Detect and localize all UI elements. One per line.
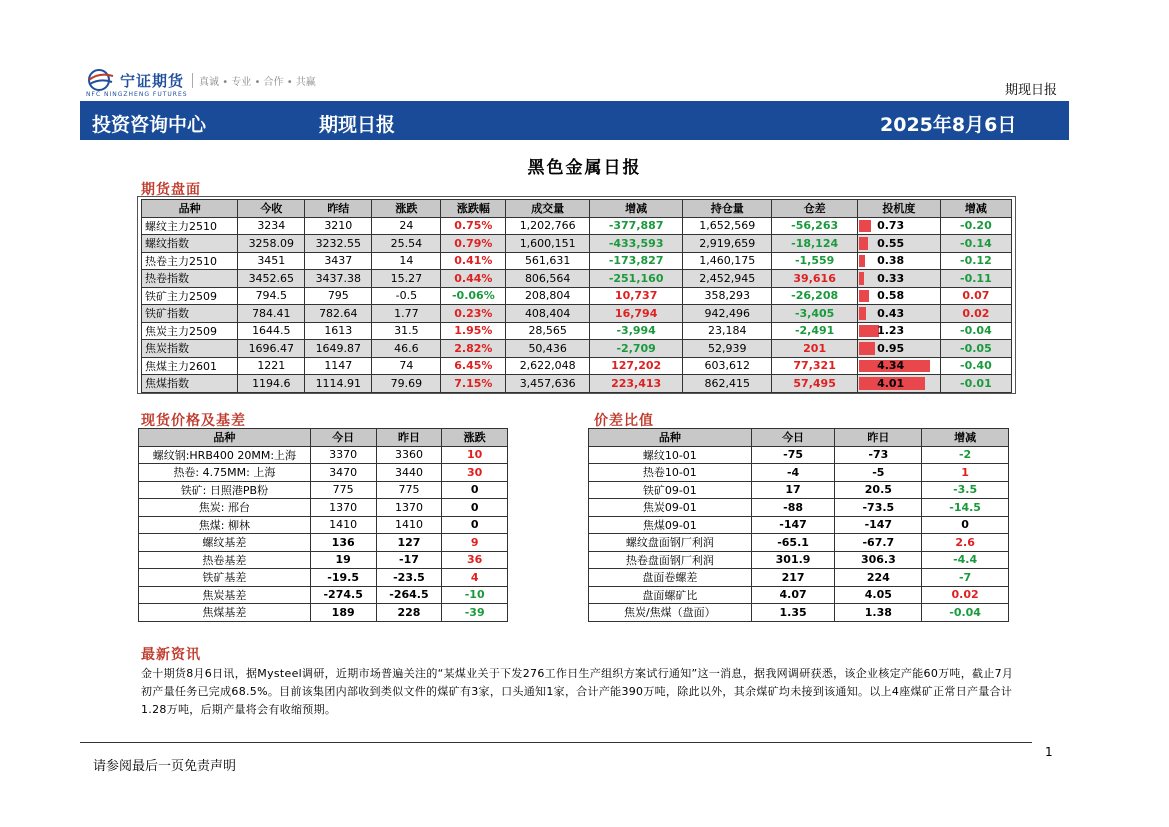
change-value: 9 [442, 534, 508, 552]
price-change: 25.54 [372, 235, 441, 253]
speculation-value: 0.73 [877, 219, 905, 233]
table-row [142, 375, 1012, 393]
oi-change: 57,495 [772, 375, 858, 393]
product-name: 螺纹指数 [142, 235, 238, 253]
table-row [142, 235, 1012, 253]
column-header: 仓差 [772, 200, 858, 218]
prev-settle: 782.64 [305, 305, 372, 323]
column-header: 品种 [142, 200, 238, 218]
change-value: 1 [922, 464, 1009, 482]
prev-settle: 1613 [305, 322, 372, 340]
yesterday-value: 775 [376, 481, 442, 499]
speculation-cell [858, 357, 941, 375]
today-value: 3370 [310, 446, 376, 464]
change-value: 0 [442, 499, 508, 517]
change-percent: 2.82% [441, 340, 506, 358]
prev-settle: 3437 [305, 252, 372, 270]
today-value: -4 [751, 464, 835, 482]
today-value: 17 [751, 481, 835, 499]
today-value: 775 [310, 481, 376, 499]
speculation-cell [858, 287, 941, 305]
column-header: 涨跌 [372, 200, 441, 218]
volume-change: -3,994 [590, 322, 683, 340]
spread-name: 焦炭/焦煤（盘面） [589, 604, 752, 622]
product-name: 铁矿主力2509 [142, 287, 238, 305]
table-row [142, 287, 1012, 305]
table-row [139, 446, 508, 464]
yesterday-value: -264.5 [376, 586, 442, 604]
change-value: 0 [922, 516, 1009, 534]
speculation-bar [859, 237, 868, 250]
speculation-cell [858, 270, 941, 288]
brand-sub: NFC NINGZHENG FUTURES [86, 91, 188, 98]
brand-name: 宁证期货 [120, 71, 185, 90]
table-row [589, 516, 1009, 534]
speculation-cell [858, 322, 941, 340]
volume: 3,457,636 [506, 375, 590, 393]
spread-table [588, 428, 1009, 622]
table-row [142, 217, 1012, 235]
change-percent: 0.23% [441, 305, 506, 323]
table-row [589, 586, 1009, 604]
column-header: 增减 [922, 429, 1009, 447]
yesterday-value: -5 [835, 464, 922, 482]
volume: 561,631 [506, 252, 590, 270]
volume-change: 16,794 [590, 305, 683, 323]
product-name: 热卷: 4.75MM: 上海 [139, 464, 311, 482]
oi-change: -56,263 [772, 217, 858, 235]
spread-name: 盘面螺矿比 [589, 586, 752, 604]
product-name: 焦炭基差 [139, 586, 311, 604]
column-header: 增减 [590, 200, 683, 218]
yesterday-value: 1410 [376, 516, 442, 534]
column-header: 今日 [310, 429, 376, 447]
column-header: 今收 [238, 200, 305, 218]
table-row [142, 270, 1012, 288]
table-row [589, 551, 1009, 569]
spread-name: 焦煤09-01 [589, 516, 752, 534]
volume-change: -173,827 [590, 252, 683, 270]
open-interest: 1,460,175 [683, 252, 772, 270]
open-interest: 23,184 [683, 322, 772, 340]
open-interest: 358,293 [683, 287, 772, 305]
spread-section-title: 价差比值 [594, 413, 654, 429]
today-value: -19.5 [310, 569, 376, 587]
prev-settle: 1114.91 [305, 375, 372, 393]
speculation-value: 0.58 [877, 289, 905, 303]
price-change: 31.5 [372, 322, 441, 340]
speculation-change: -0.20 [940, 217, 1011, 235]
today-value: 3470 [310, 464, 376, 482]
table-row [589, 534, 1009, 552]
column-header: 涨跌 [442, 429, 508, 447]
spread-name: 热卷盘面钢厂利润 [589, 551, 752, 569]
spread-name: 螺纹盘面钢厂利润 [589, 534, 752, 552]
column-header: 今日 [751, 429, 835, 447]
yesterday-value: 228 [376, 604, 442, 622]
speculation-change: 0.07 [940, 287, 1011, 305]
futures-table [141, 199, 1012, 393]
prev-settle: 1147 [305, 357, 372, 375]
speculation-value: 0.43 [877, 306, 905, 320]
yesterday-value: 1.38 [835, 604, 922, 622]
product-name: 螺纹基差 [139, 534, 311, 552]
oi-change: -1,559 [772, 252, 858, 270]
yesterday-value: -73 [835, 446, 922, 464]
close-price: 3452.65 [238, 270, 305, 288]
price-change: 24 [372, 217, 441, 235]
prev-settle: 795 [305, 287, 372, 305]
today-value: 1370 [310, 499, 376, 517]
speculation-change: -0.11 [940, 270, 1011, 288]
product-name: 焦煤指数 [142, 375, 238, 393]
today-value: -274.5 [310, 586, 376, 604]
speculation-cell [858, 217, 941, 235]
speculation-value: 0.33 [877, 271, 905, 285]
column-header: 品种 [589, 429, 752, 447]
title-banner [80, 101, 1069, 140]
change-value: 4 [442, 569, 508, 587]
open-interest: 942,496 [683, 305, 772, 323]
speculation-change: -0.05 [940, 340, 1011, 358]
speculation-change: -0.14 [940, 235, 1011, 253]
open-interest: 2,919,659 [683, 235, 772, 253]
oi-change: 39,616 [772, 270, 858, 288]
change-value: -39 [442, 604, 508, 622]
change-percent: 6.45% [441, 357, 506, 375]
yesterday-value: -73.5 [835, 499, 922, 517]
document-title: 黑色金属日报 [527, 158, 642, 178]
product-name: 热卷主力2510 [142, 252, 238, 270]
speculation-value: 0.95 [877, 341, 905, 355]
price-change: 46.6 [372, 340, 441, 358]
open-interest: 1,652,569 [683, 217, 772, 235]
product-name: 焦炭主力2509 [142, 322, 238, 340]
change-percent: 0.44% [441, 270, 506, 288]
spread-name: 铁矿09-01 [589, 481, 752, 499]
close-price: 784.41 [238, 305, 305, 323]
report-name: 期现日报 [319, 114, 396, 136]
open-interest: 52,939 [683, 340, 772, 358]
table-row [139, 534, 508, 552]
yesterday-value: -67.7 [835, 534, 922, 552]
table-row [139, 551, 508, 569]
spread-name: 螺纹10-01 [589, 446, 752, 464]
table-row [589, 464, 1009, 482]
change-value: -3.5 [922, 481, 1009, 499]
change-value: 0.02 [922, 586, 1009, 604]
change-value: 0 [442, 516, 508, 534]
product-name: 螺纹主力2510 [142, 217, 238, 235]
change-value: 36 [442, 551, 508, 569]
speculation-bar [859, 220, 871, 233]
change-value: -7 [922, 569, 1009, 587]
spot-section-title: 现货价格及基差 [141, 413, 246, 429]
today-value: 4.07 [751, 586, 835, 604]
table-row [142, 305, 1012, 323]
table-row [139, 586, 508, 604]
spread-name: 热卷10-01 [589, 464, 752, 482]
yesterday-value: 3440 [376, 464, 442, 482]
volume: 1,202,766 [506, 217, 590, 235]
brand-slogan: 真诚 • 专业 • 合作 • 共赢 [192, 73, 316, 88]
table-row [589, 604, 1009, 622]
volume: 1,600,151 [506, 235, 590, 253]
globe-logo-icon [86, 68, 116, 92]
close-price: 3451 [238, 252, 305, 270]
open-interest: 2,452,945 [683, 270, 772, 288]
today-value: 217 [751, 569, 835, 587]
speculation-cell [858, 340, 941, 358]
price-change: 15.27 [372, 270, 441, 288]
yesterday-value: 127 [376, 534, 442, 552]
volume: 50,436 [506, 340, 590, 358]
column-header: 昨结 [305, 200, 372, 218]
column-header: 涨跌幅 [441, 200, 506, 218]
product-name: 焦煤主力2601 [142, 357, 238, 375]
today-value: -147 [751, 516, 835, 534]
prev-settle: 3437.38 [305, 270, 372, 288]
open-interest: 862,415 [683, 375, 772, 393]
speculation-cell [858, 252, 941, 270]
table-row [139, 464, 508, 482]
change-value: 2.6 [922, 534, 1009, 552]
speculation-change: -0.12 [940, 252, 1011, 270]
product-name: 铁矿: 日照港PB粉 [139, 481, 311, 499]
speculation-bar [859, 290, 869, 303]
report-date: 2025年8月6日 [880, 114, 1017, 136]
today-value: 19 [310, 551, 376, 569]
product-name: 焦炭指数 [142, 340, 238, 358]
yesterday-value: -147 [835, 516, 922, 534]
product-name: 焦煤基差 [139, 604, 311, 622]
price-change: -0.5 [372, 287, 441, 305]
report-type-label: 期现日报 [1004, 83, 1057, 98]
table-row [139, 604, 508, 622]
yesterday-value: 3360 [376, 446, 442, 464]
yesterday-value: 306.3 [835, 551, 922, 569]
change-value: -0.04 [922, 604, 1009, 622]
speculation-value: 0.38 [877, 254, 905, 268]
today-value: 1.35 [751, 604, 835, 622]
volume: 208,804 [506, 287, 590, 305]
today-value: 1410 [310, 516, 376, 534]
today-value: -88 [751, 499, 835, 517]
oi-change: -26,208 [772, 287, 858, 305]
table-row [589, 446, 1009, 464]
volume-change: 223,413 [590, 375, 683, 393]
product-name: 热卷基差 [139, 551, 311, 569]
close-price: 1696.47 [238, 340, 305, 358]
prev-settle: 1649.87 [305, 340, 372, 358]
product-name: 焦炭: 邢台 [139, 499, 311, 517]
speculation-change: -0.01 [940, 375, 1011, 393]
volume-change: -251,160 [590, 270, 683, 288]
column-header: 增减 [940, 200, 1011, 218]
yesterday-value: 1370 [376, 499, 442, 517]
speculation-value: 1.23 [877, 324, 905, 338]
table-row [142, 340, 1012, 358]
product-name: 焦煤: 柳林 [139, 516, 311, 534]
table-row [589, 499, 1009, 517]
speculation-change: 0.02 [940, 305, 1011, 323]
spot-table [138, 428, 508, 622]
change-percent: 7.15% [441, 375, 506, 393]
oi-change: 77,321 [772, 357, 858, 375]
column-header: 成交量 [506, 200, 590, 218]
speculation-cell [858, 305, 941, 323]
close-price: 794.5 [238, 287, 305, 305]
volume-change: 10,737 [590, 287, 683, 305]
change-value: -4.4 [922, 551, 1009, 569]
product-name: 铁矿指数 [142, 305, 238, 323]
speculation-bar [859, 272, 864, 285]
change-value: 10 [442, 446, 508, 464]
oi-change: -18,124 [772, 235, 858, 253]
prev-settle: 3210 [305, 217, 372, 235]
volume-change: -2,709 [590, 340, 683, 358]
close-price: 1194.6 [238, 375, 305, 393]
futures-section-title: 期货盘面 [141, 182, 201, 198]
prev-settle: 3232.55 [305, 235, 372, 253]
page-number: 1 [1045, 745, 1053, 759]
column-header: 昨日 [835, 429, 922, 447]
speculation-cell [858, 235, 941, 253]
speculation-value: 4.01 [877, 376, 905, 390]
close-price: 1644.5 [238, 322, 305, 340]
department-name: 投资咨询中心 [92, 114, 207, 136]
spread-name: 盘面卷螺差 [589, 569, 752, 587]
footer-divider [80, 742, 1032, 743]
volume: 2,622,048 [506, 357, 590, 375]
today-value: 189 [310, 604, 376, 622]
change-percent: 0.79% [441, 235, 506, 253]
table-row [589, 481, 1009, 499]
price-change: 1.77 [372, 305, 441, 323]
close-price: 1221 [238, 357, 305, 375]
table-row [589, 569, 1009, 587]
volume: 28,565 [506, 322, 590, 340]
close-price: 3258.09 [238, 235, 305, 253]
price-change: 14 [372, 252, 441, 270]
change-value: -2 [922, 446, 1009, 464]
volume-change: 127,202 [590, 357, 683, 375]
speculation-bar [859, 307, 866, 320]
volume-change: -377,887 [590, 217, 683, 235]
company-logo [86, 68, 316, 92]
speculation-cell [858, 375, 941, 393]
today-value: -75 [751, 446, 835, 464]
product-name: 铁矿基差 [139, 569, 311, 587]
volume: 408,404 [506, 305, 590, 323]
volume-change: -433,593 [590, 235, 683, 253]
spread-name: 焦炭09-01 [589, 499, 752, 517]
change-value: -14.5 [922, 499, 1009, 517]
table-row [139, 481, 508, 499]
change-value: 0 [442, 481, 508, 499]
news-section-title: 最新资讯 [141, 647, 201, 663]
speculation-bar [859, 342, 875, 355]
oi-change: -3,405 [772, 305, 858, 323]
column-header: 投机度 [858, 200, 941, 218]
today-value: 301.9 [751, 551, 835, 569]
column-header: 昨日 [376, 429, 442, 447]
close-price: 3234 [238, 217, 305, 235]
column-header: 品种 [139, 429, 311, 447]
speculation-change: -0.40 [940, 357, 1011, 375]
table-row [142, 322, 1012, 340]
speculation-value: 4.34 [877, 359, 905, 373]
product-name: 螺纹钢:HRB400 20MM:上海 [139, 446, 311, 464]
change-percent: 1.95% [441, 322, 506, 340]
speculation-value: 0.55 [877, 236, 905, 250]
table-row [139, 499, 508, 517]
change-percent: -0.06% [441, 287, 506, 305]
news-text: 金十期货8月6日讯，据Mysteel调研，近期市场普遍关注的“某煤业关于下发276工作日生产组织方案试行通知”这一消息，据我网调研获悉，该企业核定产能60万吨，截止7月初产量任务已完成68.5%。目前该集团内部收到类似文件的煤矿有3家，口头通知1家，合计产能390万吨，除此以外，其余煤矿均未接到该通知。以上4座煤矿正常日产量合计1.28万吨，后期产量将会有收缩预期。 [141, 667, 1014, 716]
change-percent: 0.75% [441, 217, 506, 235]
change-percent: 0.41% [441, 252, 506, 270]
price-change: 79.69 [372, 375, 441, 393]
table-row [139, 569, 508, 587]
yesterday-value: 224 [835, 569, 922, 587]
yesterday-value: 20.5 [835, 481, 922, 499]
today-value: 136 [310, 534, 376, 552]
today-value: -65.1 [751, 534, 835, 552]
open-interest: 603,612 [683, 357, 772, 375]
change-value: 30 [442, 464, 508, 482]
table-row [142, 252, 1012, 270]
yesterday-value: -23.5 [376, 569, 442, 587]
table-row [139, 516, 508, 534]
disclaimer-link[interactable]: 请参阅最后一页免责声明 [93, 759, 237, 774]
volume: 806,564 [506, 270, 590, 288]
table-row [142, 357, 1012, 375]
change-value: -10 [442, 586, 508, 604]
speculation-change: -0.04 [940, 322, 1011, 340]
price-change: 74 [372, 357, 441, 375]
column-header: 持仓量 [683, 200, 772, 218]
product-name: 热卷指数 [142, 270, 238, 288]
oi-change: -2,491 [772, 322, 858, 340]
oi-change: 201 [772, 340, 858, 358]
yesterday-value: -17 [376, 551, 442, 569]
speculation-bar [859, 255, 865, 268]
yesterday-value: 4.05 [835, 586, 922, 604]
